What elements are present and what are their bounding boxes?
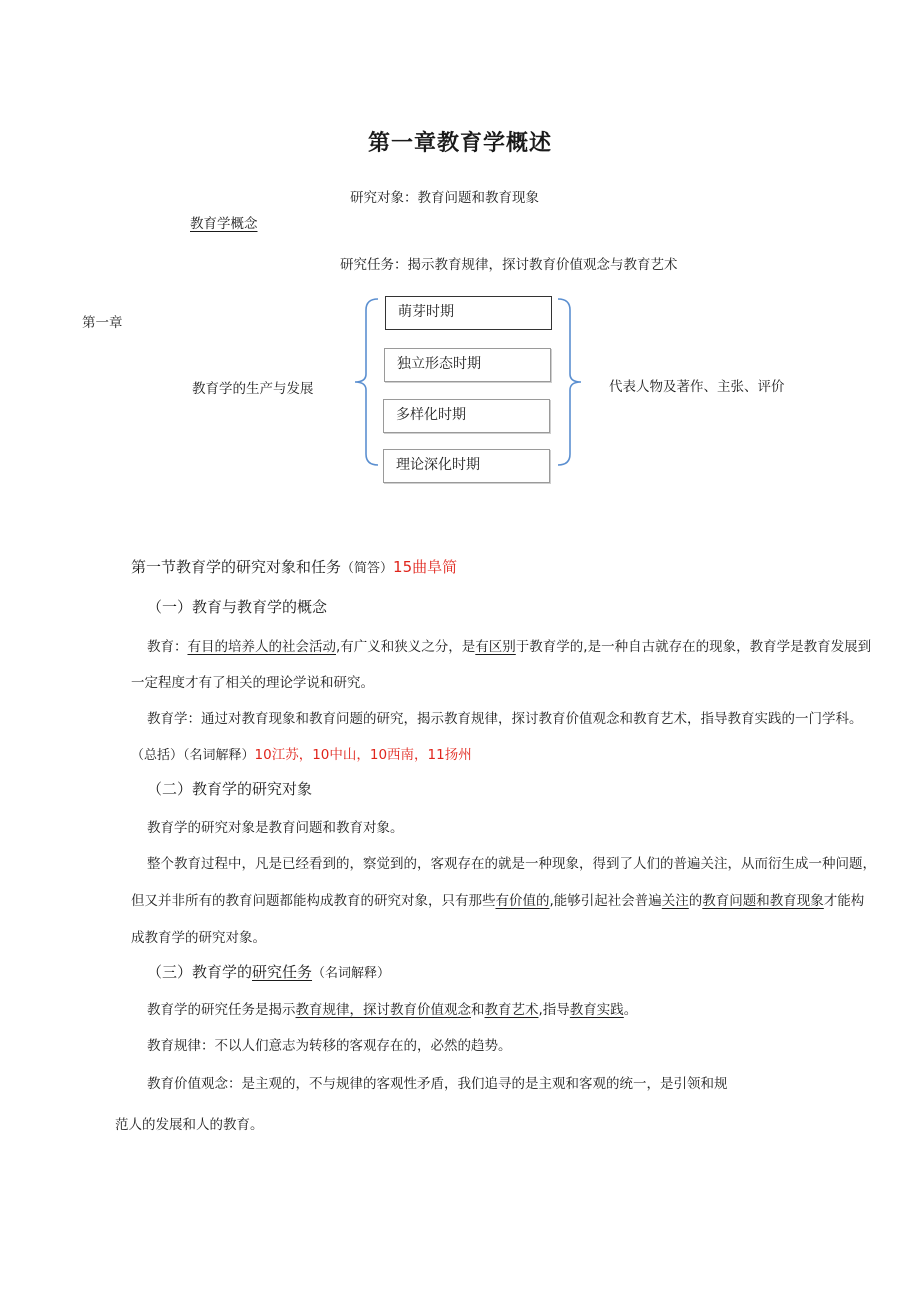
underlined-term: 教育艺术: [484, 1002, 539, 1018]
exam-reference: 10江苏，10中山，10西南，11扬州: [254, 747, 472, 763]
text-span: 和: [471, 1002, 485, 1018]
value-concept-paragraph-line2: 范人的发展和人的教育。: [115, 1117, 264, 1133]
period-box-theory-deepening: 理论深化时期: [383, 449, 550, 483]
research-task-paragraph: [147, 998, 637, 1018]
underlined-term: 教育问题和教育现象: [702, 893, 824, 909]
value-concept-paragraph-line1: 教育价值观念：是主观的，不与规律的客观性矛盾，我们追寻的是主观和客观的统一，是引领和规: [147, 1076, 728, 1092]
underlined-term: 关注: [661, 893, 689, 909]
underlined-term: 教育实践: [569, 1002, 624, 1018]
underlined-term: 教育规律，探讨教育价值观念: [295, 1002, 471, 1018]
definition-tag: （总括）（名词解释）: [131, 748, 255, 763]
period-box-independent: 独立形态时期: [384, 348, 551, 382]
text-span: 教育学的研究任务是揭示: [147, 1002, 296, 1018]
page-title: 第一章教育学概述: [367, 131, 552, 156]
education-definition-line1: [147, 635, 871, 655]
section-heading-text: 第一节教育学的研究对象和任务: [131, 558, 342, 576]
research-task-text: 研究任务：揭示教育规律，探讨教育价值观念与教育艺术: [340, 257, 678, 273]
period-box-sprout: 萌芽时期: [385, 296, 552, 330]
pedagogy-definition-line2: [131, 743, 472, 763]
part1-heading: （一）教育与教育学的概念: [147, 598, 328, 616]
left-brace: [350, 296, 380, 468]
part2-heading: （二）教育学的研究对象: [147, 780, 313, 798]
right-brace: [556, 296, 586, 468]
text-span: （三）教育学的: [147, 963, 253, 981]
section-heading-exam: 15曲阜简: [393, 558, 458, 576]
representatives-label: 代表人物及著作、主张、评价: [609, 379, 785, 395]
chapter-label: 第一章: [82, 315, 123, 331]
research-object-text: 研究对象：教育问题和教育现象: [350, 190, 539, 206]
heading-tag: （名词解释）: [312, 966, 391, 981]
text-span: 才能构: [823, 893, 865, 909]
text-span: ,有广义和狭义之分，是: [336, 639, 476, 655]
text-span: 的: [688, 893, 703, 909]
underlined-term: 有价值的: [495, 893, 550, 909]
section-heading-tag: （简答）: [341, 561, 394, 576]
pedagogy-definition-line1: 教育学：通过对教育现象和教育问题的研究，揭示教育规律，探讨教育价值观念和教育艺术，指导教育实践的一门学科。: [147, 711, 863, 727]
education-law-paragraph: 教育规律：不以人们意志为转移的客观存在的，必然的趋势。: [147, 1038, 512, 1054]
section-heading: [131, 556, 457, 577]
text-span: ,能够引起社会普遍: [549, 893, 662, 909]
period-box-diversified: 多样化时期: [383, 399, 550, 433]
phenomenon-paragraph-line2: [131, 889, 864, 909]
education-definition-line2: 一定程度才有了相关的理论学说和研究。: [131, 675, 374, 691]
text-span: 教育：: [147, 639, 188, 655]
underlined-term: 有区别: [475, 639, 516, 655]
part3-heading: [147, 961, 390, 982]
text-span: ,指导: [538, 1002, 570, 1018]
text-span: 但又并非所有的教育问题都能构成教育的研究对象，只有那些: [131, 893, 496, 909]
phenomenon-paragraph-line3: 成教育学的研究对象。: [131, 930, 266, 946]
text-span: 。: [623, 1002, 638, 1018]
concept-label: 教育学概念: [190, 216, 258, 232]
underlined-term: 研究任务: [252, 963, 313, 981]
underlined-term: 有目的培养人的社会活动: [187, 639, 336, 655]
development-label: 教育学的生产与发展: [192, 381, 314, 397]
text-span: 于教育学的,是一种自古就存在的现象，教育学是教育发展到: [515, 639, 872, 655]
phenomenon-paragraph-line1: 整个教育过程中，凡是已经看到的，察觉到的，客观存在的就是一种现象，得到了人们的普遍关注，从而衍生成一种问题，: [147, 856, 876, 872]
research-object-paragraph: 教育学的研究对象是教育问题和教育对象。: [147, 820, 404, 836]
